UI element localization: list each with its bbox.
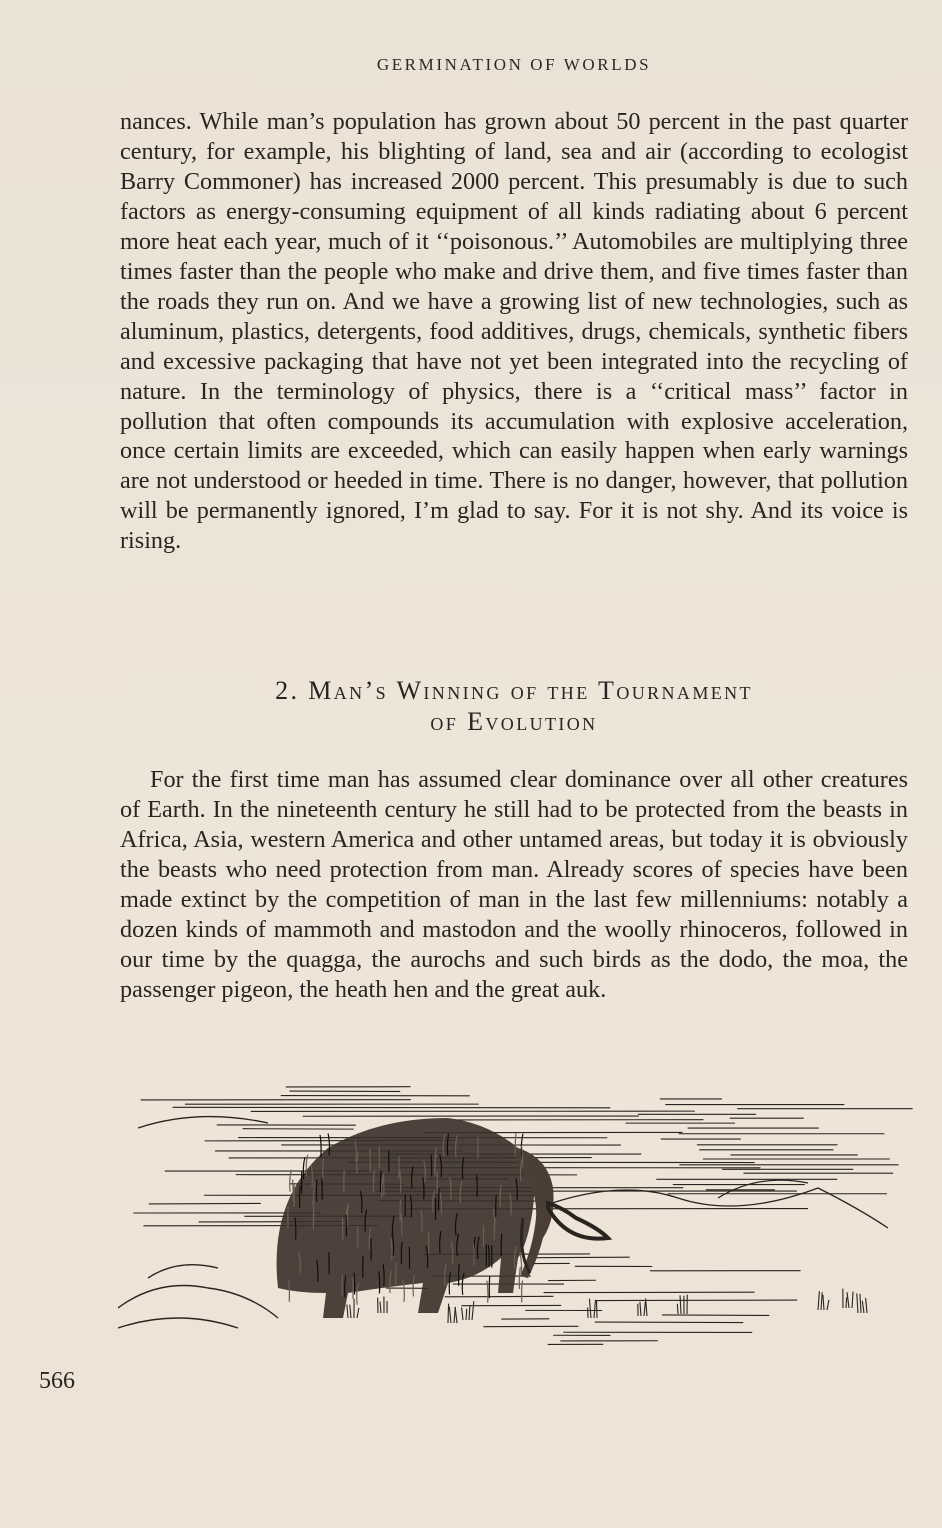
page-number: 566 [39,1368,75,1394]
body-paragraph-2: For the first time man has assumed clear dominance over all other creatures of Earth. In the nineteenth century he still had to be protected from the beasts in Africa, Asia, western America and other untamed areas, but today it is obviously the beasts who need protection from man. Already scores of species have been made extinct by the competition of man in the last few millenniums: notably a dozen kinds of mammoth and mastodon and the woolly rhinoceros, followed in our time by the quagga, the aurochs and such birds as the dodo, the moa, the passenger pigeon, the heath hen and the great auk. [120,766,908,1003]
foreground-rocks [118,1265,278,1328]
section-heading-line-2: of Evolution [430,707,598,736]
body-paragraph-1: nances. While man’s population has grown about 50 percent in the past quarter century, for example, his blighting of land, sea and air (according to ecologist Barry Commoner) has increased 2000 percent. This presumably is due to such factors as energy-consuming equipment of all kinds radiating about 6 percent more heat each year, much of it ‘‘poisonous.’’ Automobiles are multiplying three times faster than the people who make and drive them, and five times faster than the roads they run on. And we have a growing list of new technologies, such as aluminum, plastics, detergents, food additives, drugs, chemicals, synthetic fibers and excessive packaging that have not yet been integrated into the recycling of nature. In the terminology of physics, there is a ‘‘critical mass’’ factor in pollution that often compounds its accumulation with explosive acceleration, once certain limits are exceeded, which can easily happen when early warnings are not understood or heeded in time. There is no danger, however, that pollution will be permanently ignored, I’m glad to say. For it is not shy. And its voice is rising. [120,108,908,555]
mammoth-illustration [118,1078,916,1354]
running-head: GERMINATION OF WORLDS [376,55,652,74]
section-heading-line-1: 2. Man’s Winning of the Tournament [275,676,753,705]
section-heading [120,675,908,737]
mammoth-body [277,1118,608,1318]
